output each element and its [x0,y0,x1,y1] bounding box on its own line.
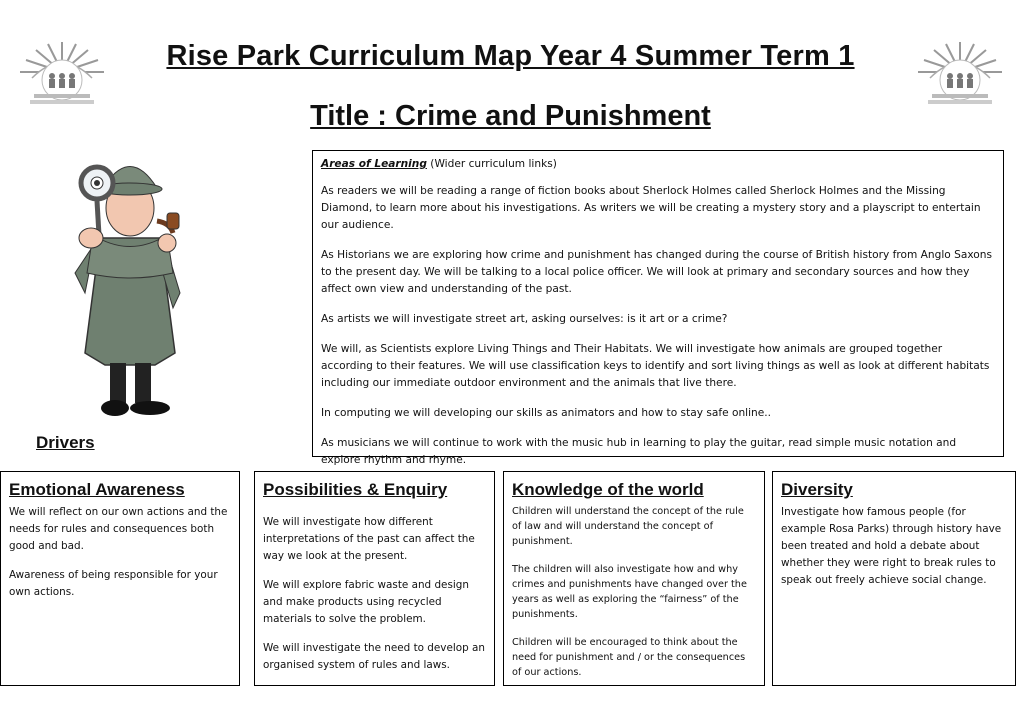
areas-paragraph: As readers we will be reading a range of fiction books about Sherlock Holmes called Sherlock Holmes and the Missing Diamond, to learn more about his investigations. As writers we will be creating a mystery story and a playscript to entertain our audience. [321,185,981,231]
panel-paragraph: We will explore fabric waste and design and make products using recycled materials to solve the problem. [263,579,469,625]
drivers-label: Drivers [36,433,95,452]
panel-paragraph: Children will understand the concept of the rule of law and will understand the concept of punishment. [512,506,744,547]
areas-paragraph: We will, as Scientists explore Living Things and Their Habitats. We will investigate how animals are grouped together according to their features. We will use classification keys to identify and sort living things as well as look at different habitats including our immediate outdoor environment and the animals that live there. [321,343,990,389]
areas-heading: Areas of Learning [321,158,427,170]
panel-title: Emotional Awareness [9,480,185,499]
panel-title: Diversity [781,480,853,499]
topic-title: Title : Crime and Punishment [310,100,711,132]
panel-paragraph: We will investigate how different interpretations of the past can affect the way we look at the present. [263,516,475,562]
areas-paragraph: As Historians we are exploring how crime and punishment has changed during the course of British history from Anglo Saxons to the present day. We will be talking to a local police officer. We will look at primary and secondary sources and how they affect own view and understanding of the past. [321,249,993,295]
areas-heading-note: (Wider curriculum links) [426,158,557,170]
possibilities-enquiry-panel [254,471,495,686]
panel-paragraph: We will investigate the need to develop an organised system of rules and laws. [263,642,485,671]
panel-paragraph: Children will be encouraged to think about the need for punishment and / or the consequences of our actions. [512,637,746,678]
knowledge-of-world-panel [503,471,765,686]
diversity-panel [772,471,1016,686]
areas-paragraph: In computing we will developing our skills as animators and how to stay safe online.. [321,407,772,419]
detective-illustration [55,143,205,433]
page-title: Rise Park Curriculum Map Year 4 Summer Term 1 [166,40,855,72]
panel-title: Possibilities & Enquiry [263,480,448,499]
panel-paragraph: Investigate how famous people (for example Rosa Parks) through history have been treated and hold a debate about whether they were right to break rules to speak out freely achieve social change. [781,506,1002,586]
panel-paragraph: Awareness of being responsible for your own actions. [9,569,218,598]
panel-paragraph: We will reflect on our own actions and the needs for rules and consequences both good and bad. [9,506,228,552]
emotional-awareness-panel [0,471,240,686]
areas-paragraph: As musicians we will continue to work with the music hub in learning to play the guitar, read simple music notation and explore rhythm and rhyme. [321,437,957,466]
areas-paragraph: As artists we will investigate street art, asking ourselves: is it art or a crime? [321,313,728,325]
panel-paragraph: The children will also investigate how and why crimes and punishments have changed over the years as well as exploring the “fairness” of the punishments. [512,564,747,620]
panel-title: Knowledge of the world [512,480,704,499]
areas-of-learning-panel [312,150,1004,466]
